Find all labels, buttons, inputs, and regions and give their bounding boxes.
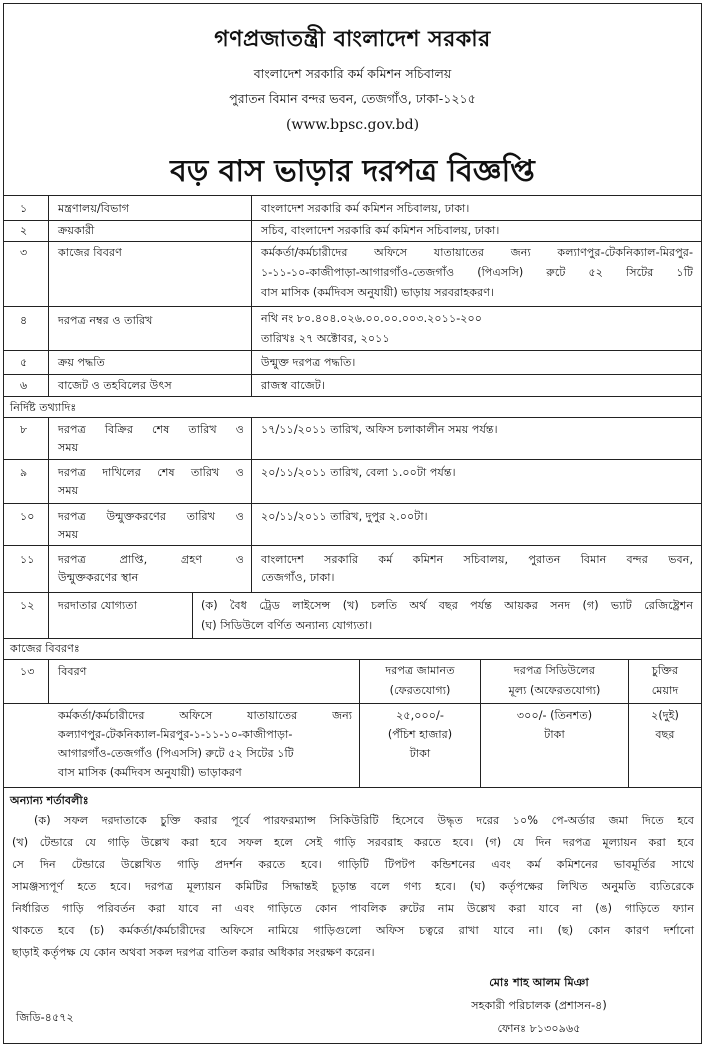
row-number: ১২ xyxy=(20,599,35,612)
row-value: রাজস্ব বাজেট। xyxy=(261,379,325,392)
row-value: উন্মুক্ত দরপত্র পদ্ধতি। xyxy=(261,356,356,369)
row-value: বাংলাদেশ সরকারি কর্ম কমিশন সচিবালয়, ঢাকা। xyxy=(261,202,470,215)
table-border xyxy=(4,374,701,375)
table-border xyxy=(192,592,193,638)
table-border xyxy=(4,592,701,593)
work-description: বাস মাসিক (কর্মদিবস অনুযায়ী) ভাড়াকরণ xyxy=(58,766,242,779)
work-description: কল্যাণপুর-টেকনিক্যাল-মিরপুর-১-১১-১০-কাজীপাড়া- xyxy=(58,728,293,741)
row-number: ১০ xyxy=(20,510,35,523)
table-border xyxy=(4,638,701,639)
table-border xyxy=(4,241,701,242)
table-border xyxy=(48,195,49,396)
table-border xyxy=(4,659,701,660)
row-label: সময় xyxy=(58,528,79,541)
row-label: ক্রয় পদ্ধতি xyxy=(58,356,105,369)
row-number: ৬ xyxy=(20,379,28,392)
contract-period: ২(দুই) xyxy=(651,709,679,722)
row-value: তেজগাঁও, ঢাকা। xyxy=(261,571,335,584)
column-header-security: (ফেরতযোগ্য) xyxy=(389,684,451,697)
row-value: বাস মাসিক (কর্মদিবস অনুযায়ী) ভাড়ায় সরবরাহকরণ। xyxy=(261,286,495,299)
row-value: ২০/১১/২০১১ তারিখ, বেলা ১.০০টা পর্যন্ত। xyxy=(261,466,456,479)
row-label: কাজের বিবরণ xyxy=(58,246,122,259)
signatory-designation: সহকারী পরিচালক (প্রশাসন-৪) xyxy=(471,999,607,1012)
government-heading: গণপ্রজাতন্ত্রী বাংলাদেশ সরকার xyxy=(214,27,491,52)
row-number: ৮ xyxy=(20,423,28,436)
row-value: ২০/১১/২০১১ তারিখ, দুপুর ২.০০টা। xyxy=(261,510,428,523)
row-label: বাজেট ও তহবিলের উৎস xyxy=(58,379,172,392)
row-value: নথি নং ৮০.৪০৪.০২৬.০০.০০.০০৩.২০১১-২০০ xyxy=(261,312,483,325)
table-border xyxy=(48,417,49,638)
table-border xyxy=(4,503,701,504)
row-value: সচিব, বাংলাদেশ সরকারি কর্ম কমিশন সচিবালয়, ঢাকা। xyxy=(261,224,500,237)
column-header-schedule: দরপত্র সিডিউলের xyxy=(513,664,596,677)
table-border xyxy=(48,659,49,703)
row-value: তারিখঃ ২৭ অক্টোবর, ২০১১ xyxy=(261,332,390,345)
row-number: ৩ xyxy=(20,246,28,259)
row-label: দরপত্র দাখিলের শেষ তারিখ ও xyxy=(58,466,244,479)
schedule-price: ৩০০/- (তিনশত) xyxy=(516,709,593,722)
column-header-schedule: মূল্য (অফেরতযোগ্য) xyxy=(508,684,601,697)
row-label: সময় xyxy=(58,441,79,454)
row-label: দরপত্র বিক্রির শেষ তারিখ ও xyxy=(58,423,244,436)
table-border xyxy=(4,459,701,460)
row-number: ৯ xyxy=(20,466,28,479)
terms-heading: অন্যান্য শর্তাবলীঃ xyxy=(10,794,89,807)
row-value: (ঘ) সিডিউলে বর্ণিত অন্যান্য যোগ্যতা। xyxy=(201,619,373,632)
table-border xyxy=(4,417,701,418)
tender-notice-page xyxy=(3,3,702,1044)
notice-title: বড় বাস ভাড়ার দরপত্র বিজ্ঞপ্তি xyxy=(170,154,535,189)
row-number: ১৩ xyxy=(20,665,35,678)
column-header-security: দরপত্র জামানত xyxy=(385,664,455,677)
row-label: সময় xyxy=(58,484,79,497)
schedule-price: টাকা xyxy=(544,728,565,741)
section-heading: কাজের বিবরণঃ xyxy=(10,642,80,655)
terms-line: ছাড়াই কর্তৃপক্ষ যে কোন অথবা সকল দরপত্র বাতিল করার অধিকার সংরক্ষণ করেন। xyxy=(12,946,375,959)
row-label: দরপত্র প্রাপ্তি, গ্রহণ ও xyxy=(58,553,244,566)
work-description: কর্মকর্তা/কর্মচারীদের অফিসে যাতায়াতের জন্য xyxy=(58,709,352,722)
website-link[interactable]: (www.bpsc.gov.bd) xyxy=(285,117,420,133)
security-amount: ২৫,০০০/- xyxy=(396,709,444,722)
table-border xyxy=(4,545,701,546)
row-label: উন্মুক্তকরণের স্থান xyxy=(58,571,139,584)
column-header-contract: মেয়াদ xyxy=(651,684,679,697)
row-value: বাংলাদেশ সরকারি কর্ম কমিশন সচিবালয়, পুরাতন বিমান বন্দর ভবন, xyxy=(261,553,693,566)
table-border xyxy=(4,396,701,397)
row-label: ক্রয়কারী xyxy=(58,224,95,237)
terms-line: (ক) সফল দরদাতাকে চুক্তি করার পূর্বে পারফরম্যান্স সিকিউরিটি হিসেবে উদ্ধৃত দরের ১০% পে-অর্ডার জমা দিতে হবে xyxy=(34,814,694,827)
terms-line: থাকতে হবে (চ) কর্মকর্তা/কর্মচারীদের অফিসে নামিয়ে গাড়িগুলো অফিস চত্বরে রাখা যাবে না। (ছ) কোন কারণ দর্শানো xyxy=(12,924,694,937)
row-number: ২ xyxy=(20,224,28,237)
terms-line: নির্ধারিত গাড়ি পরিবর্তন করা যাবে না এবং গাড়িতে কোন পাবলিক রুটের নাম উল্লেখ করা যাবে না (ঙ) গাড়িতে ফ্যান xyxy=(12,902,694,915)
row-label: দরপত্র উন্মুক্তকরণের তারিখ ও xyxy=(58,510,244,523)
table-border xyxy=(4,350,701,351)
table-border xyxy=(628,659,629,787)
office-address: পুরাতন বিমান বন্দর ভবন, তেজগাঁও, ঢাকা-১২১৫ xyxy=(229,91,476,106)
table-border xyxy=(4,220,701,221)
row-number: ১ xyxy=(20,202,28,215)
gd-code: জিডি-৪৫৭২ xyxy=(16,1011,74,1024)
signatory-phone: ফোনঃ ৮১৩০৯৬৫ xyxy=(497,1022,581,1035)
row-value: কর্মকর্তা/কর্মচারীদের অফিসে যাতায়াতের জন্য কল্যাণপুর-টেকনিক্যাল-মিরপুর- xyxy=(261,246,693,259)
row-number: ৫ xyxy=(20,356,28,369)
terms-line: সামঞ্জস্যপূর্ণ হতে হবে। দরপত্র মূল্যায়ন কমিটির সিদ্ধান্তই চূড়ান্ত বলে গণ্য হবে। (ঘ) কর্তৃপক্ষের লিখিত অনুমতি ব্যতিরেকে xyxy=(12,880,694,893)
column-header-contract: চুক্তির xyxy=(651,664,679,677)
row-label: দরপত্র নম্বর ও তারিখ xyxy=(58,314,153,327)
terms-line: (খ) টেন্ডারে যে গাড়ি উল্লেখ করা হবে সফল হলে সেই গাড়ি সরবরাহ করতে হবে। (গ) যে দিন দরপত্র মূল্যায়ন করা হবে xyxy=(12,836,694,849)
table-border xyxy=(359,659,360,787)
row-label: দরদাতার যোগ্যতা xyxy=(58,599,137,612)
office-name: বাংলাদেশ সরকারি কর্ম কমিশন সচিবালয় xyxy=(253,66,452,81)
row-label: মন্ত্রণালয়/বিভাগ xyxy=(58,202,130,215)
row-number: ১১ xyxy=(20,553,35,566)
column-header-description: বিবরণ xyxy=(58,665,87,678)
signatory-name: মোঃ শাহ আলম মিঞা xyxy=(489,976,589,989)
table-border xyxy=(251,417,252,592)
table-border xyxy=(4,306,701,307)
table-border xyxy=(4,703,701,704)
security-amount: (পঁচিশ হাজার) xyxy=(387,728,453,741)
row-number: ৪ xyxy=(20,314,28,327)
table-border xyxy=(480,659,481,787)
row-value: ১৭/১১/২০১১ তারিখ, অফিস চলাকালীন সময় পর্যন্ত। xyxy=(261,423,498,436)
table-border xyxy=(251,195,252,396)
contract-period: বছর xyxy=(655,728,675,741)
terms-line: সে দিন টেন্ডারে উল্লেখিত গাড়ি প্রদর্শন করতে হবে। গাড়িটি টিপটপ কন্ডিশনের এবং কর্ম কমিশনের ভাবমূর্তির সাথে xyxy=(12,858,694,871)
security-amount: টাকা xyxy=(409,747,431,760)
section-heading: নির্দিষ্ট তথ্যাদিঃ xyxy=(10,401,77,414)
work-description: আগারগাঁও-তেজগাঁও (পিএসসি) রুটে ৫২ সিটের ১টি xyxy=(58,747,294,760)
table-border xyxy=(4,787,701,788)
row-value: (ক) বৈধ ট্রেড লাইসেন্স (খ) চলতি অর্থ বছর পর্যন্ত আয়কর সনদ (গ) ভ্যাট রেজিষ্ট্রেশন xyxy=(201,599,693,612)
table-border xyxy=(4,195,701,196)
row-value: ১-১১-১০-কাজীপাড়া-আগারগাঁও-তেজগাঁও (পিএসসি) রুটে ৫২ সিটের ১টি xyxy=(261,266,693,279)
